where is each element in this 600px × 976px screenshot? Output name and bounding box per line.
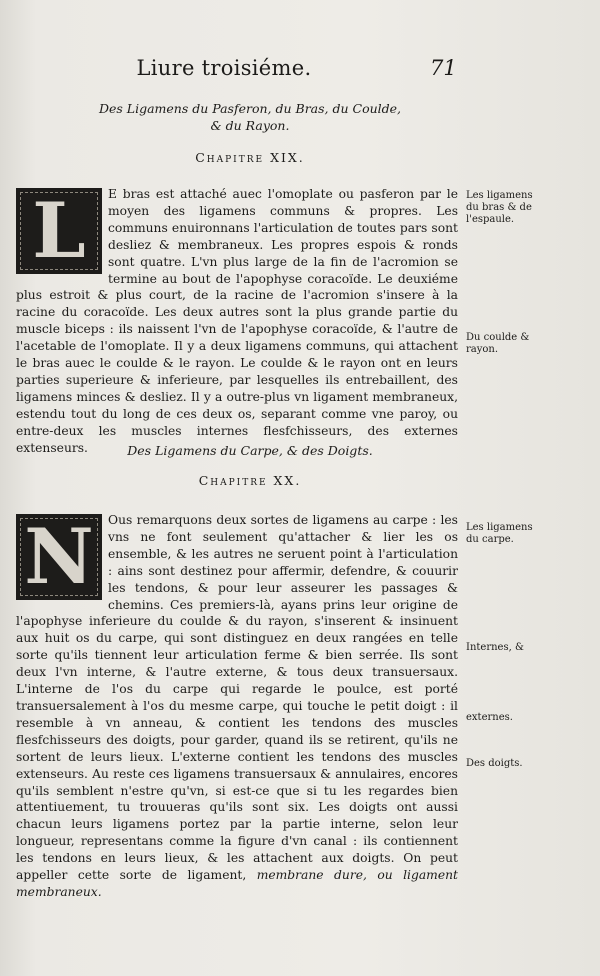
initial-letter-l: L — [32, 186, 86, 275]
margin-note-carpus-ligaments: Les ligamens du carpe. — [466, 522, 533, 545]
section-heading-1-line1: Des Ligamens du Pasferon, du Bras, du Coulde, — [98, 101, 402, 116]
decorated-initial-l — [16, 188, 102, 274]
margin-note-arm-ligaments: Les ligamens du bras & de l'espaule. — [466, 190, 533, 225]
chapter-heading-19: Chapitre XIX. — [195, 150, 305, 165]
chapter-20-italic-ending: membrane dure, ou ligament membraneux. — [16, 868, 458, 899]
section-heading-1-line2: & du Rayon. — [210, 118, 290, 133]
chapter-20-text: Ous remarquons deux sortes de ligamens au carpe : les vns ne font seulement qu'attacher & lier les os ensemble, & les autres ne seruent point à l'articulation : ains sont destinez pour affermir, defendre, & couurir les tendons, & pour leur asseurer les passages & chemins. Ces premiers-là, ayans prins leur origine de l'apophyse inferieure du coulde & du rayon, s'inserent & insinuent aux huit os du carpe, qui sont distinguez en deux rangées en telle sorte qu'ils tiennent leur articulation ferme & bien serrée. Ils sont deux l'vn interne, & l'autre externe, & tous deux transuersaux. L'interne de l'os du carpe qui regarde le poulce, est porté transuersalement à l'os du mesme carpe, qui touche le petit doigt : il resemble à vn anneau, & contient les tendons des muscles flesfchisseurs des doigts, pour garder, quand ils se retirent, qu'ils ne sortent de leurs lieux. L'externe contient les tendons des muscles extenseurs. Au reste ces ligamens transuersaux & annulaires, encores qu'ils semblent n'estre qu'vn, si est-ce que si tu les regardes bien attentiuement, tu trouueras qu'ils sont six. Les doigts ont aussi chacun leurs ligamens portez par la partie interne, selon leur longueur, representans comme la figure d'vn canal : ils contiennent les tendons en leurs lieux, & les attachent aux doigts. On peut appeller cette sorte de ligament, — [16, 513, 458, 883]
chapter-20-body — [16, 512, 458, 901]
decorated-initial-n — [16, 514, 102, 600]
margin-note-external: externes. — [466, 712, 513, 723]
margin-note-fingers: Des doigts. — [466, 758, 523, 769]
chapter-19-body — [16, 186, 458, 457]
margin-note-elbow-radius: Du coulde & rayon. — [466, 332, 530, 355]
initial-letter-n: N — [24, 512, 94, 601]
page-number: 71 — [430, 56, 457, 80]
section-heading-1 — [60, 100, 440, 134]
margin-note-internal: Internes, & — [466, 642, 524, 653]
chapter-19-paragraph: E bras est attaché auec l'omoplate ou pasferon par le moyen des ligamens communs & propres. Les communs enuironnans l'articulation de toutes pars sont desliez & membraneux. Les propres espois & ronds sont quatre. L'vn plus large de la fin de l'acromion se termine au bout de l'apophyse coracoïde. Le deuxiéme plus estroit & plus court, de la racine de l'acromion s'insere à la racine du coracoïde. Les deux autres sont la plus grande partie du muscle biceps : ils naissent l'vn de l'apophyse coracoïde, & l'autre de l'acetable de l'omoplate. Il y a deux ligamens communs, qui attachent le bras auec le coulde & le rayon. Le coulde & le rayon ont en leurs parties superieure & inferieure, par lesquelles ils entrebaillent, des ligamens minces & desliez. Il y a outre-plus vn ligament membraneux, estendu tout du long de ces deux os, separant comme vne paroy, ou entre-deux les muscles internes flesfchisseurs, des externes extenseurs. — [16, 187, 458, 455]
chapter-heading-20: Chapitre XX. — [198, 473, 302, 488]
section-heading-2: Des Ligamens du Carpe, & des Doigts. — [127, 443, 373, 458]
running-title: Liure troisiéme. — [136, 56, 312, 80]
